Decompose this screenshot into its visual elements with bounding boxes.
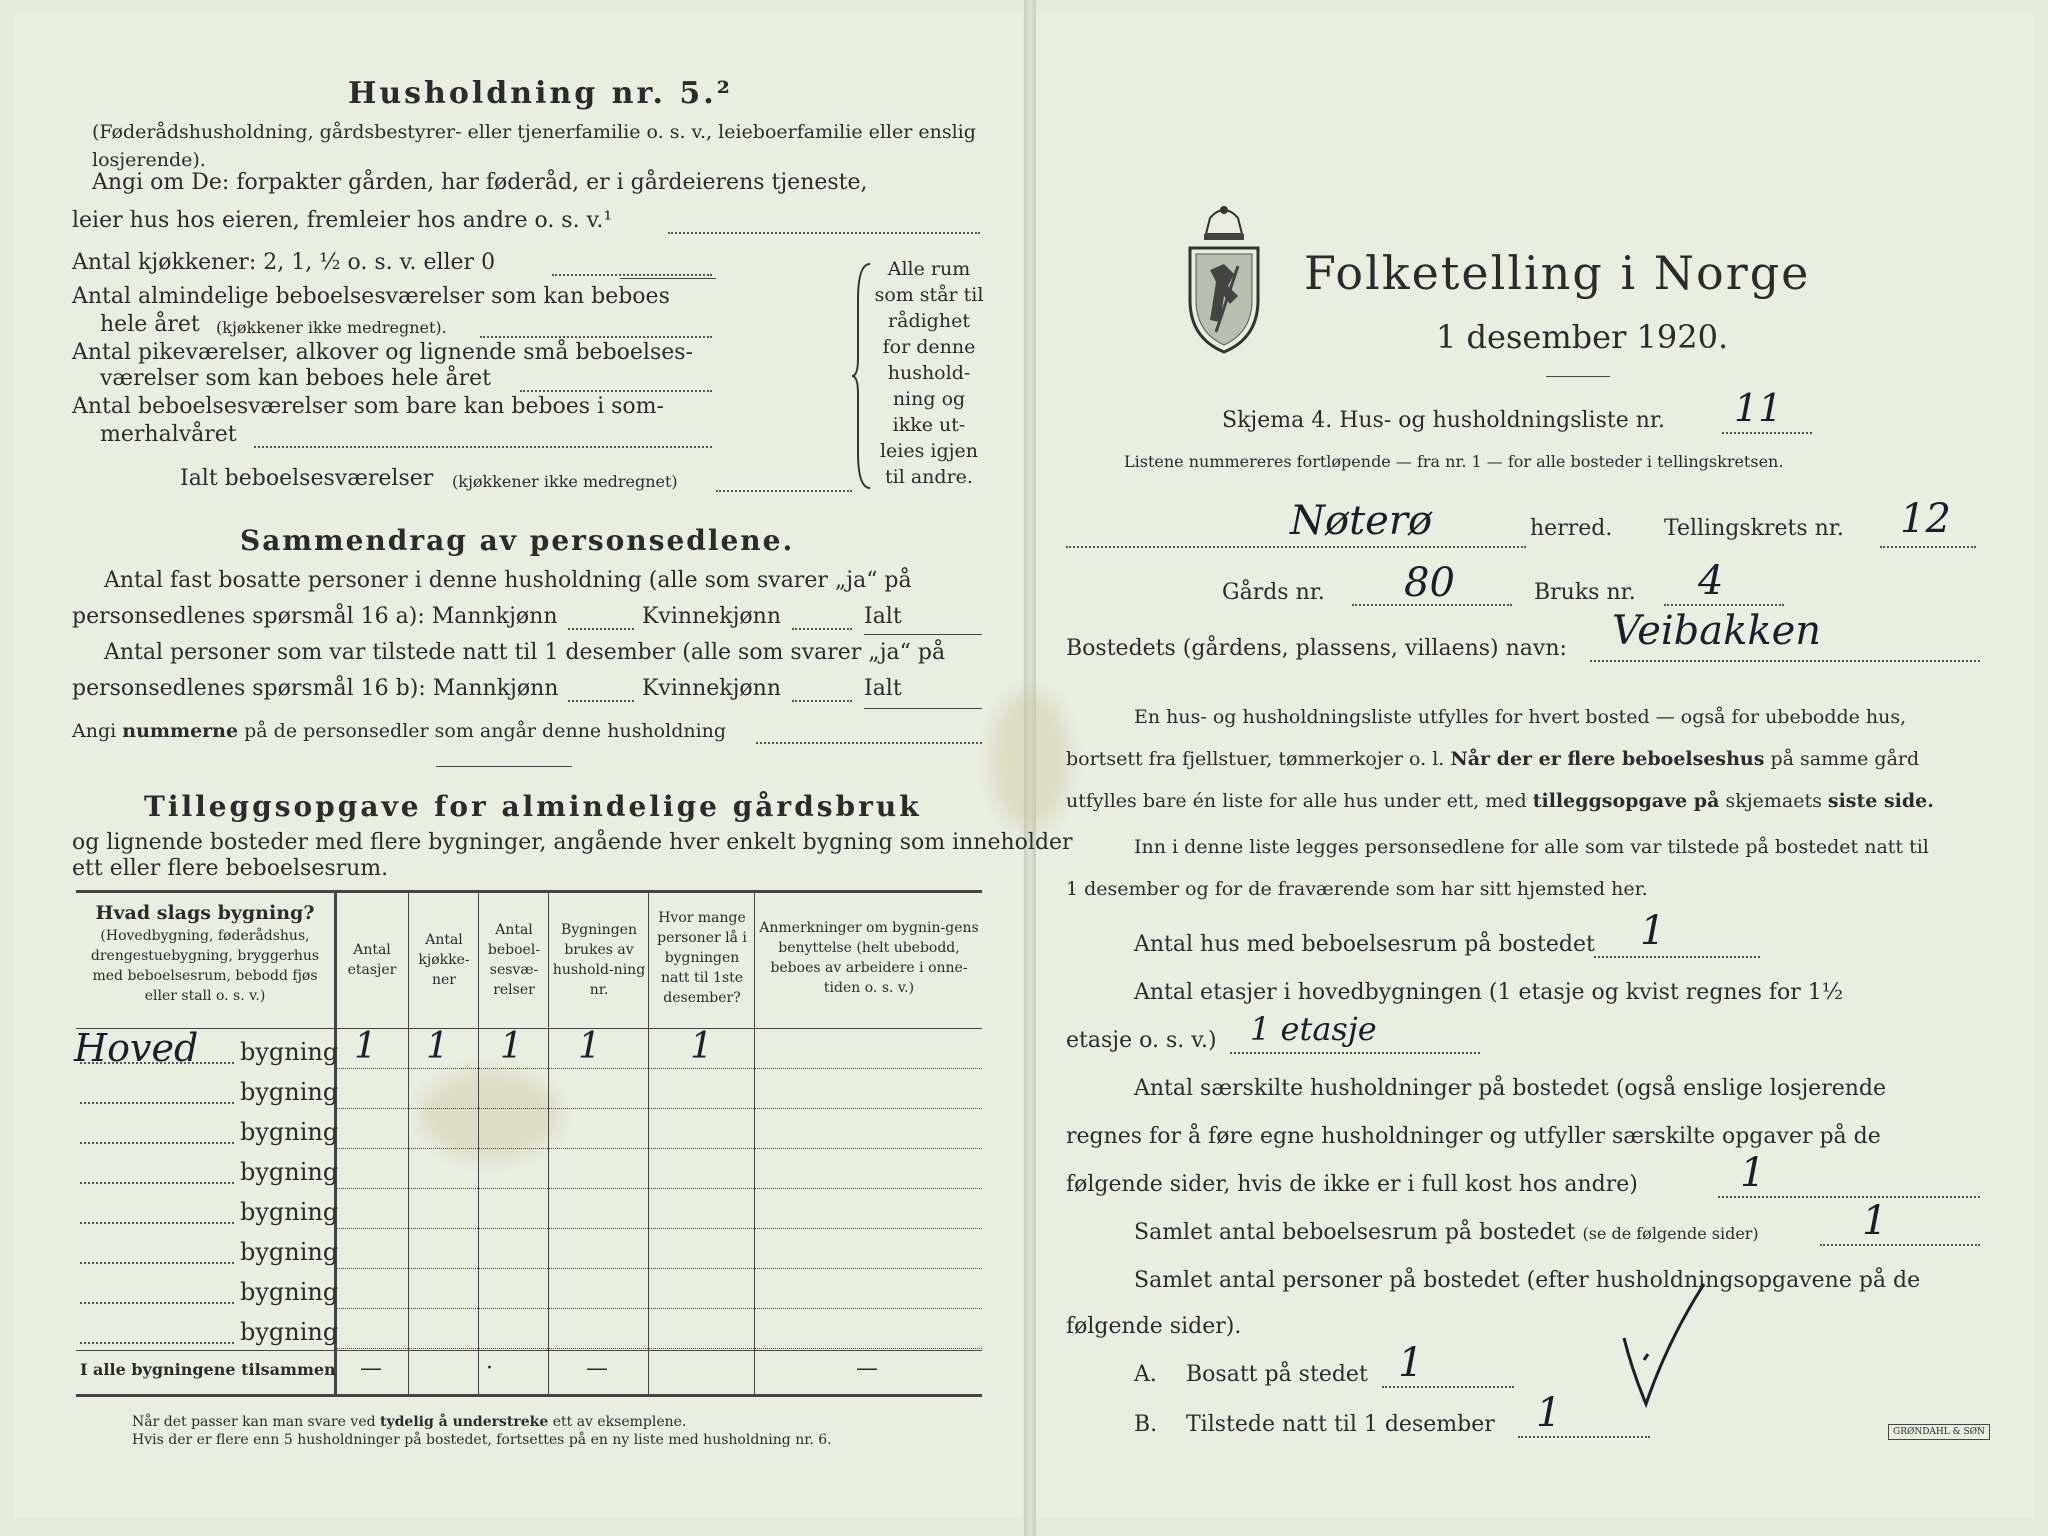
handwritten-hoved: Hoved (74, 1026, 199, 1070)
answer-line[interactable] (552, 274, 712, 276)
col-building-type (80, 900, 330, 1006)
table-col-border (754, 890, 755, 1394)
col-building-title: Hvad slags bygning? (95, 902, 315, 924)
info-2-pre: bortsett fra fjellstuer, tømmerkojer o. l. (1066, 748, 1445, 770)
answer-line[interactable] (668, 232, 980, 234)
table-total-border (76, 1350, 982, 1351)
household-title: Husholdning nr. 5.² (348, 76, 733, 111)
q-summer-2: merhalvåret (100, 422, 237, 447)
gards-label: Gårds nr. (1222, 580, 1325, 605)
table-row-line (336, 1188, 982, 1189)
handwritten-liste-nr: 11 (1734, 386, 1783, 430)
col-etasjer: Antal etasjer (347, 942, 397, 978)
q-rum-label: Samlet antal beboelsesrum på bostedet (1134, 1220, 1576, 1245)
side-note-line: ikke ut- (892, 414, 966, 436)
side-note-line: til andre. (885, 466, 973, 488)
kvinne-label: Kvinnekjønn (642, 676, 781, 701)
building-row-label: bygning (240, 1038, 339, 1066)
answer-line[interactable] (756, 742, 982, 744)
household-note: (Føderådshusholdning, gårdsbestyrer- eller tjenerfamilie o. s. v., leieboerfamilie eller enslig losjerende). (92, 121, 976, 171)
sum-b-1: Antal personer som var tilstede natt til 1 desember (alle som svarer „ja“ på (104, 640, 946, 665)
total-dash: — (586, 1356, 608, 1381)
form-title: Folketelling i Norge (1304, 246, 1811, 300)
sum-b-2: personsedlenes spørsmål 16 b): Mannkjønn (72, 676, 559, 701)
answer-line[interactable] (1066, 546, 1526, 548)
total-dash: — (856, 1356, 878, 1381)
handwritten-husholdninger: 1 (1740, 1150, 1766, 1196)
info-2-bold: Når der er flere beboelseshus (1450, 748, 1765, 770)
handwritten-hus: 1 (1640, 908, 1666, 954)
answer-line[interactable] (1664, 604, 1784, 606)
answer-line[interactable] (568, 628, 634, 630)
footnote-1-pre: Når det passer kan man svare ved (132, 1414, 376, 1430)
info-5: 1 desember og for de fraværende som har sitt hjemsted her. (1066, 878, 1648, 900)
q-kitchens: Antal kjøkkener: 2, 1, ½ o. s. v. eller 0 (72, 250, 496, 275)
handwritten-check-mark (1620, 1280, 1710, 1410)
info-3-mid: skjemaets (1725, 790, 1822, 812)
angi-line-1: Angi om De: forpakter gården, har føderåd, er i gårdeierens tjeneste, (92, 170, 868, 195)
total-dot: · (486, 1356, 493, 1381)
info-1: En hus- og husholdningsliste utfylles for hvert bosted — også for ubebodde hus, (1134, 706, 1907, 728)
total-dash: — (360, 1356, 382, 1381)
angi-numre (72, 720, 726, 742)
building-type-input[interactable] (80, 1262, 234, 1264)
handwritten-husholdning: 1 (578, 1026, 601, 1067)
q-hush-2: regnes for å føre egne husholdninger og utfyller særskilte opgaver på de (1066, 1124, 1881, 1149)
building-type-input[interactable] (80, 1182, 234, 1184)
b-label: B. (1134, 1412, 1158, 1437)
building-row-label: bygning (240, 1238, 339, 1266)
q-pers-1: Samlet antal personer på bostedet (efter husholdningsopgavene på de (1134, 1268, 1921, 1293)
handwritten-krets: 12 (1900, 496, 1951, 542)
side-note-line: leies igjen (879, 440, 979, 462)
q-etasjer-2: etasje o. s. v.) (1066, 1028, 1217, 1053)
q-hush-1: Antal særskilte husholdninger på bostedet (også enslige losjerende (1134, 1076, 1887, 1101)
sum-a-1: Antal fast bosatte personer i denne husholdning (alle som svarer „ja“ på (104, 568, 912, 593)
table-row-line (336, 1348, 982, 1349)
b-text: Tilstede natt til 1 desember (1186, 1412, 1495, 1437)
answer-line[interactable] (520, 390, 712, 392)
skjema-label: Skjema 4. Hus- og husholdningsliste nr. (1222, 408, 1665, 433)
ialt-label: Ialt (864, 604, 902, 629)
building-row-label: bygning (240, 1078, 339, 1106)
q-hush-3: følgende sider, hvis de ikke er i full kost hos andre) (1066, 1172, 1638, 1197)
footnote-1 (132, 1414, 686, 1430)
herred-label: herred. (1530, 516, 1613, 541)
footnote-1-bold: tydelig å understreke (380, 1414, 549, 1430)
answer-line[interactable] (1880, 546, 1976, 548)
answer-line[interactable] (1594, 956, 1760, 958)
side-note-line: Alle rum (887, 258, 971, 280)
info-3 (1066, 790, 1934, 812)
answer-line[interactable] (1820, 1244, 1980, 1246)
a-text: Bosatt på stedet (1186, 1362, 1368, 1387)
side-note-line: rådighet (888, 310, 970, 332)
q-hus: Antal hus med beboelsesrum på bostedet (1134, 932, 1595, 957)
q-rooms-2-note: (kjøkkener ikke medregnet). (216, 318, 447, 337)
handwritten-vaerelser: 1 (500, 1026, 523, 1067)
title-divider (1546, 376, 1610, 377)
handwritten-bosatt: 1 (1398, 1340, 1424, 1386)
footnote-1-post: ett av eksemplene. (552, 1414, 687, 1430)
answer-line[interactable] (568, 700, 634, 702)
q-total: Ialt beboelsesværelser (180, 466, 434, 491)
handwritten-rum: 1 (1862, 1198, 1888, 1244)
col-anmerkninger: Anmerkninger om bygnin-gens benyttelse (helt ubebodd, beboes av arbeidere i onne-tiden o. s. v.) (759, 920, 979, 996)
answer-line[interactable] (792, 628, 852, 630)
q-etasjer-1: Antal etasjer i hovedbygningen (1 etasje og kvist regnes for 1½ (1134, 980, 1844, 1005)
info-3-bold: tilleggsopgave på (1532, 790, 1720, 812)
answer-line[interactable] (1518, 1436, 1650, 1438)
paper-stain (420, 1070, 560, 1160)
q-rooms-2: hele året (100, 312, 200, 337)
table-header-border (76, 1028, 982, 1029)
table-row-line (336, 1308, 982, 1309)
building-row-label: bygning (240, 1158, 339, 1186)
handwritten-bruks: 4 (1698, 558, 1724, 604)
bosted-label: Bostedets (gårdens, plassens, villaens) navn: (1066, 636, 1567, 661)
total-label: I alle bygningene tilsammen (80, 1360, 336, 1379)
kvinne-label: Kvinnekjønn (642, 604, 781, 629)
building-row-label: bygning (240, 1278, 339, 1306)
a-label: A. (1134, 1362, 1157, 1387)
table-col-border (408, 890, 409, 1394)
q-summer-1: Antal beboelsesværelser som bare kan beboes i som- (72, 394, 664, 419)
building-row-label: bygning (240, 1118, 339, 1146)
side-note-line: ning og (892, 388, 966, 410)
brace-icon (852, 260, 876, 492)
answer-underline (864, 634, 982, 635)
supplement-title: Tilleggsopgave for almindelige gårdsbruk (144, 790, 922, 823)
table-col-border (478, 890, 479, 1394)
ialt-label: Ialt (864, 676, 902, 701)
list-note: Listene nummereres fortløpende — fra nr. 1 — for alle bosteder i tellingskretsen. (1124, 452, 1784, 471)
table-row-line (336, 1268, 982, 1269)
answer-underline (620, 278, 716, 279)
printer-stamp: GRØNDAHL & SØN (1888, 1424, 1990, 1440)
angi-line-2: leier hus hos eieren, fremleier hos andre o. s. v.¹ (72, 208, 613, 233)
info-3-pre: utfylles bare én liste for alle hus under ett, med (1066, 790, 1527, 812)
sum-a-2: personsedlenes spørsmål 16 a): Mannkjønn (72, 604, 558, 629)
info-4: Inn i denne liste legges personsedlene for alle som var tilstede på bostedet natt til (1134, 836, 1929, 858)
building-type-input[interactable] (80, 1302, 234, 1304)
table-col-border (548, 890, 549, 1394)
handwritten-personer: 1 (690, 1026, 713, 1067)
supp-text-2: ett eller flere beboelsesrum. (72, 856, 389, 881)
table-row-line (336, 1068, 982, 1069)
info-2 (1066, 748, 1919, 770)
side-note-line: hushold- (887, 362, 971, 384)
answer-underline (864, 708, 982, 709)
section-divider (436, 766, 572, 767)
handwritten-tilstede: 1 (1536, 1390, 1562, 1436)
angi-numre-bold: nummerne (122, 720, 239, 742)
paper-stain (990, 690, 1070, 830)
supp-text-1: og lignende bosteder med flere bygninger, angående hver enkelt bygning som inneholder (72, 830, 1073, 855)
table-row-line (336, 1108, 982, 1109)
q-pers-2: følgende sider). (1066, 1314, 1242, 1339)
answer-line[interactable] (1590, 660, 1980, 662)
side-note (874, 256, 984, 490)
info-2-post: på samme gård (1770, 748, 1920, 770)
q-maid-2: værelser som kan beboes hele året (100, 366, 491, 391)
building-type-input[interactable] (80, 1222, 234, 1224)
answer-line[interactable] (1722, 432, 1812, 434)
col-building-note: (Hovedbygning, føderådshus, drengestuebygning, bryggerhus med beboelsesrum, bebodd fjøs eller stall o. s. v.) (90, 928, 320, 1004)
answer-line[interactable] (254, 446, 712, 448)
table-bottom-border (76, 1394, 982, 1397)
q-total-note: (kjøkkener ikke medregnet) (452, 472, 678, 491)
table-col-border (648, 890, 649, 1394)
info-3-bold2: siste side. (1827, 790, 1934, 812)
handwritten-kjokkener: 1 (426, 1026, 449, 1067)
q-maid-1: Antal pikeværelser, alkover og lignende små beboelses- (72, 340, 693, 365)
q-rum-note: (se de følgende sider) (1582, 1224, 1759, 1243)
answer-line[interactable] (1230, 1052, 1480, 1054)
answer-line[interactable] (716, 490, 852, 492)
building-row-label: bygning (240, 1198, 339, 1226)
krets-label: Tellingskrets nr. (1664, 516, 1844, 541)
angi-numre-pre: Angi (72, 720, 117, 742)
bruks-label: Bruks nr. (1534, 580, 1636, 605)
answer-line[interactable] (480, 336, 712, 338)
side-note-line: som står til (874, 284, 984, 306)
norway-coat-of-arms-icon (1180, 200, 1268, 356)
building-type-input[interactable] (80, 1102, 234, 1104)
table-top-border (76, 890, 982, 893)
col-vaerelser: Antal beboel-sesvæ-relser (487, 922, 541, 998)
handwritten-etasjer: 1 etasje (1250, 1010, 1377, 1048)
q-rum (1134, 1220, 1759, 1245)
answer-line[interactable] (792, 700, 852, 702)
handwritten-etasjer: 1 (354, 1026, 377, 1067)
col-kjokkener: Antal kjøkke-ner (418, 932, 470, 988)
q-rooms-1: Antal almindelige beboelsesværelser som kan beboes (72, 284, 670, 309)
answer-line[interactable] (1382, 1386, 1514, 1388)
table-row-line (336, 1228, 982, 1229)
handwritten-gards: 80 (1404, 560, 1455, 606)
form-date: 1 desember 1920. (1436, 318, 1729, 356)
handwritten-herred: Nøterø (1290, 498, 1433, 544)
building-row-label: bygning (240, 1318, 339, 1346)
col-husholdning: Bygningen brukes av hushold-ning nr. (552, 922, 646, 998)
building-type-input[interactable] (80, 1342, 234, 1344)
handwritten-bosted: Veibakken (1612, 608, 1822, 654)
angi-numre-post: på de personsedler som angår denne husholdning (244, 720, 727, 742)
building-type-input[interactable] (80, 1142, 234, 1144)
table-row-line (336, 1148, 982, 1149)
answer-line[interactable] (1718, 1196, 1980, 1198)
col-personer: Hvor mange personer lå i bygningen natt til 1ste desember? (657, 910, 747, 1006)
summary-title: Sammendrag av personsedlene. (240, 524, 795, 557)
footnote-2: Hvis der er flere enn 5 husholdninger på bostedet, fortsettes på en ny liste med husholdning nr. 6. (132, 1432, 832, 1448)
side-note-line: for denne (882, 336, 976, 358)
